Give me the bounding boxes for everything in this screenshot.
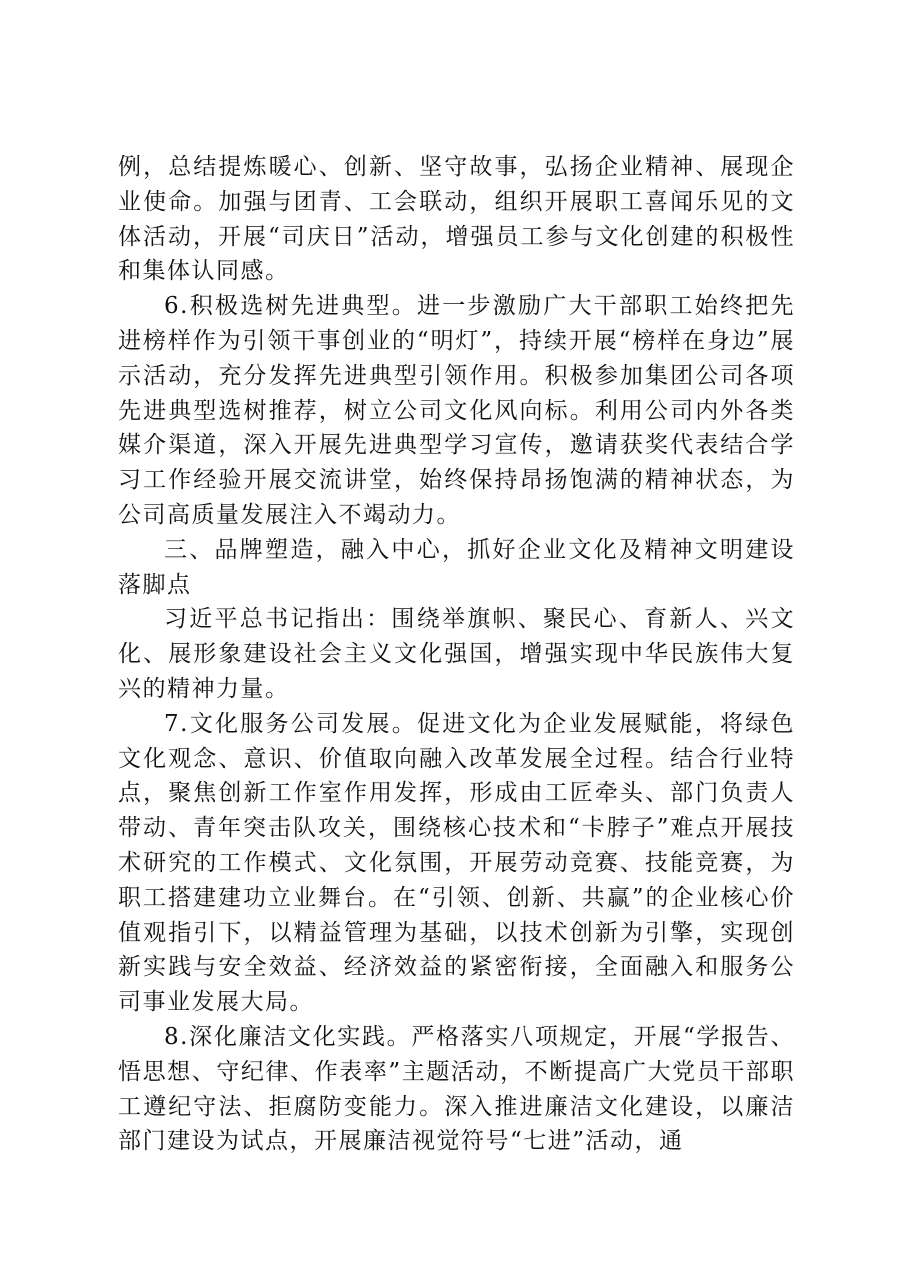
section-heading-3: 三、品牌塑造，融入中心，抓好企业文化及精神文明建设落脚点: [118, 536, 795, 598]
paragraph-continuation: 例，总结提炼暖心、创新、坚守故事，弘扬企业精神、展现企业使命。加强与团青、工会联动，组织开展职工喜闻乐见的文体活动，开展“司庆日”活动，增强员工参与文化创建的积极性和集体认同感。: [118, 154, 795, 285]
paragraph-item-7: 7.文化服务公司发展。促进文化为企业发展赋能，将绿色文化观念、意识、价值取向融入改革发展全过程。结合行业特点，聚焦创新工作室作用发挥，形成由工匠牵头、部门负责人带动、青年突击队攻关，围绕核心技术和“卡脖子”难点开展技术研究的工作模式、文化氛围，开展劳动竞赛、技能竞赛，为职工搭建建功立业舞台。在“引领、创新、共赢”的企业核心价值观指引下，以精益管理为基础，以技术创新为引擎，实现创新实践与安全效益、经济效益的紧密衔接，全面融入和服务公司事业发展大局。: [118, 710, 795, 1016]
paragraph-quote: 习近平总书记指出：围绕举旗帜、聚民心、育新人、兴文化、展形象建设社会主义文化强国，增强实现中华民族伟大复兴的精神力量。: [118, 606, 795, 702]
paragraph-item-6: 6.积极选树先进典型。进一步激励广大干部职工始终把先进榜样作为引领干事创业的“明灯”，持续开展“榜样在身边”展示活动，充分发挥先进典型引领作用。积极参加集团公司各项先进典型选树推荐，树立公司文化风向标。利用公司内外各类媒介渠道，深入开展先进典型学习宣传，邀请获奖代表结合学习工作经验开展交流讲堂，始终保持昂扬饱满的精神状态，为公司高质量发展注入不竭动力。: [118, 293, 795, 528]
document-body: [118, 150, 795, 1159]
paragraph-item-8: 8.深化廉洁文化实践。严格落实八项规定，开展“学报告、悟思想、守纪律、作表率”主题活动，不断提高广大党员干部职工遵纪守法、拒腐防变能力。深入推进廉洁文化建设，以廉洁部门建设为试点，开展廉洁视觉符号“七进”活动，通: [118, 1023, 795, 1155]
